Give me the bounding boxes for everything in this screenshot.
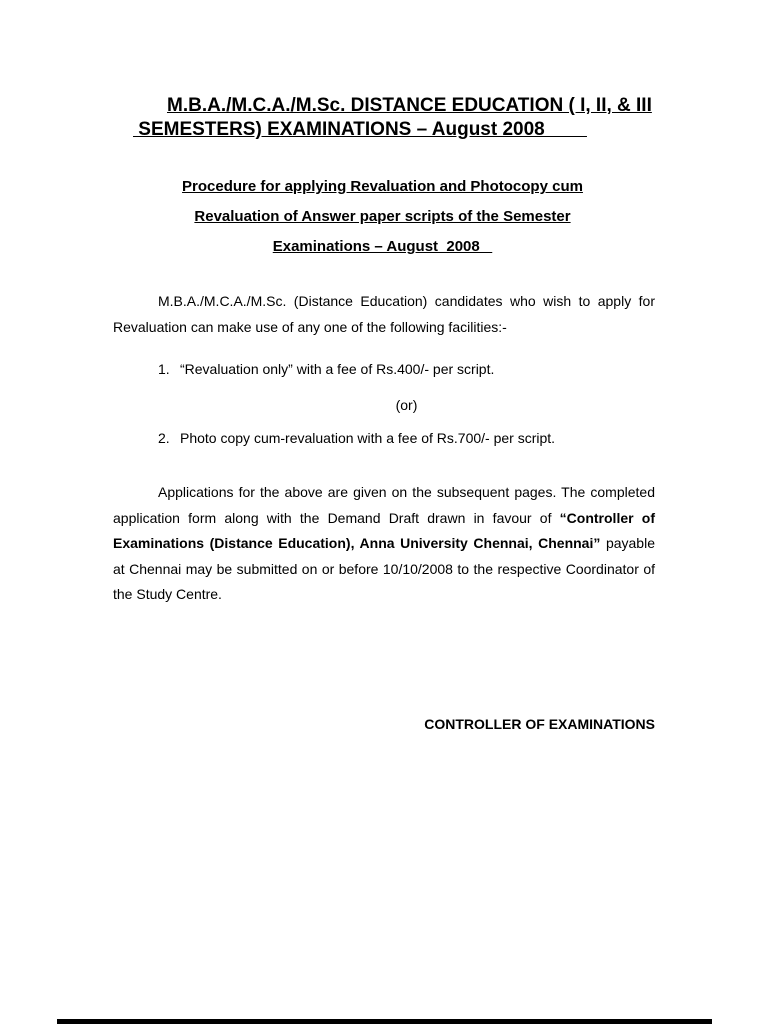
document-title-line-1: M.B.A./M.C.A./M.Sc. DISTANCE EDUCATION ( I, II, & III <box>167 95 652 116</box>
instructions-text-before: Applications for the above are given on the subsequent pages. The completed application form along with the Demand Draft drawn in favour of <box>113 484 655 526</box>
procedure-heading-line-2: Revaluation of Answer paper scripts of the Semester <box>194 208 571 225</box>
procedure-heading-line-1: Procedure for applying Revaluation and Photocopy cum <box>182 178 583 195</box>
page-bottom-rule <box>57 1019 712 1024</box>
payee-name: “Controller of Examinations (Distance Education), Anna University Chennai, Chennai” <box>113 509 655 551</box>
option-item-1 <box>158 361 494 377</box>
intro-paragraph: M.B.A./M.C.A./M.Sc. (Distance Education) candidates who wish to apply for Revaluation can make use of any one of the following facilities:- <box>113 293 655 335</box>
option-text: “Revaluation only” with a fee of Rs.400/- per script. <box>180 361 495 377</box>
option-item-2 <box>158 430 555 446</box>
procedure-heading-line-3: Examinations – August 2008 <box>272 238 493 255</box>
option-text: Photo copy cum-revaluation with a fee of Rs.700/- per script. <box>180 430 556 446</box>
signature-title: CONTROLLER OF EXAMINATIONS <box>424 716 655 732</box>
document-title-line-2: SEMESTERS) EXAMINATIONS – August 2008 <box>133 119 587 140</box>
or-separator: (or) <box>395 397 418 413</box>
instructions-paragraph <box>113 480 655 608</box>
instructions-text-after: payable at Chennai may be submitted on or before 10/10/2008 to the respective Coordinator of the Study Centre. <box>113 535 655 602</box>
option-number: 1. <box>158 361 170 377</box>
option-number: 2. <box>158 430 170 446</box>
